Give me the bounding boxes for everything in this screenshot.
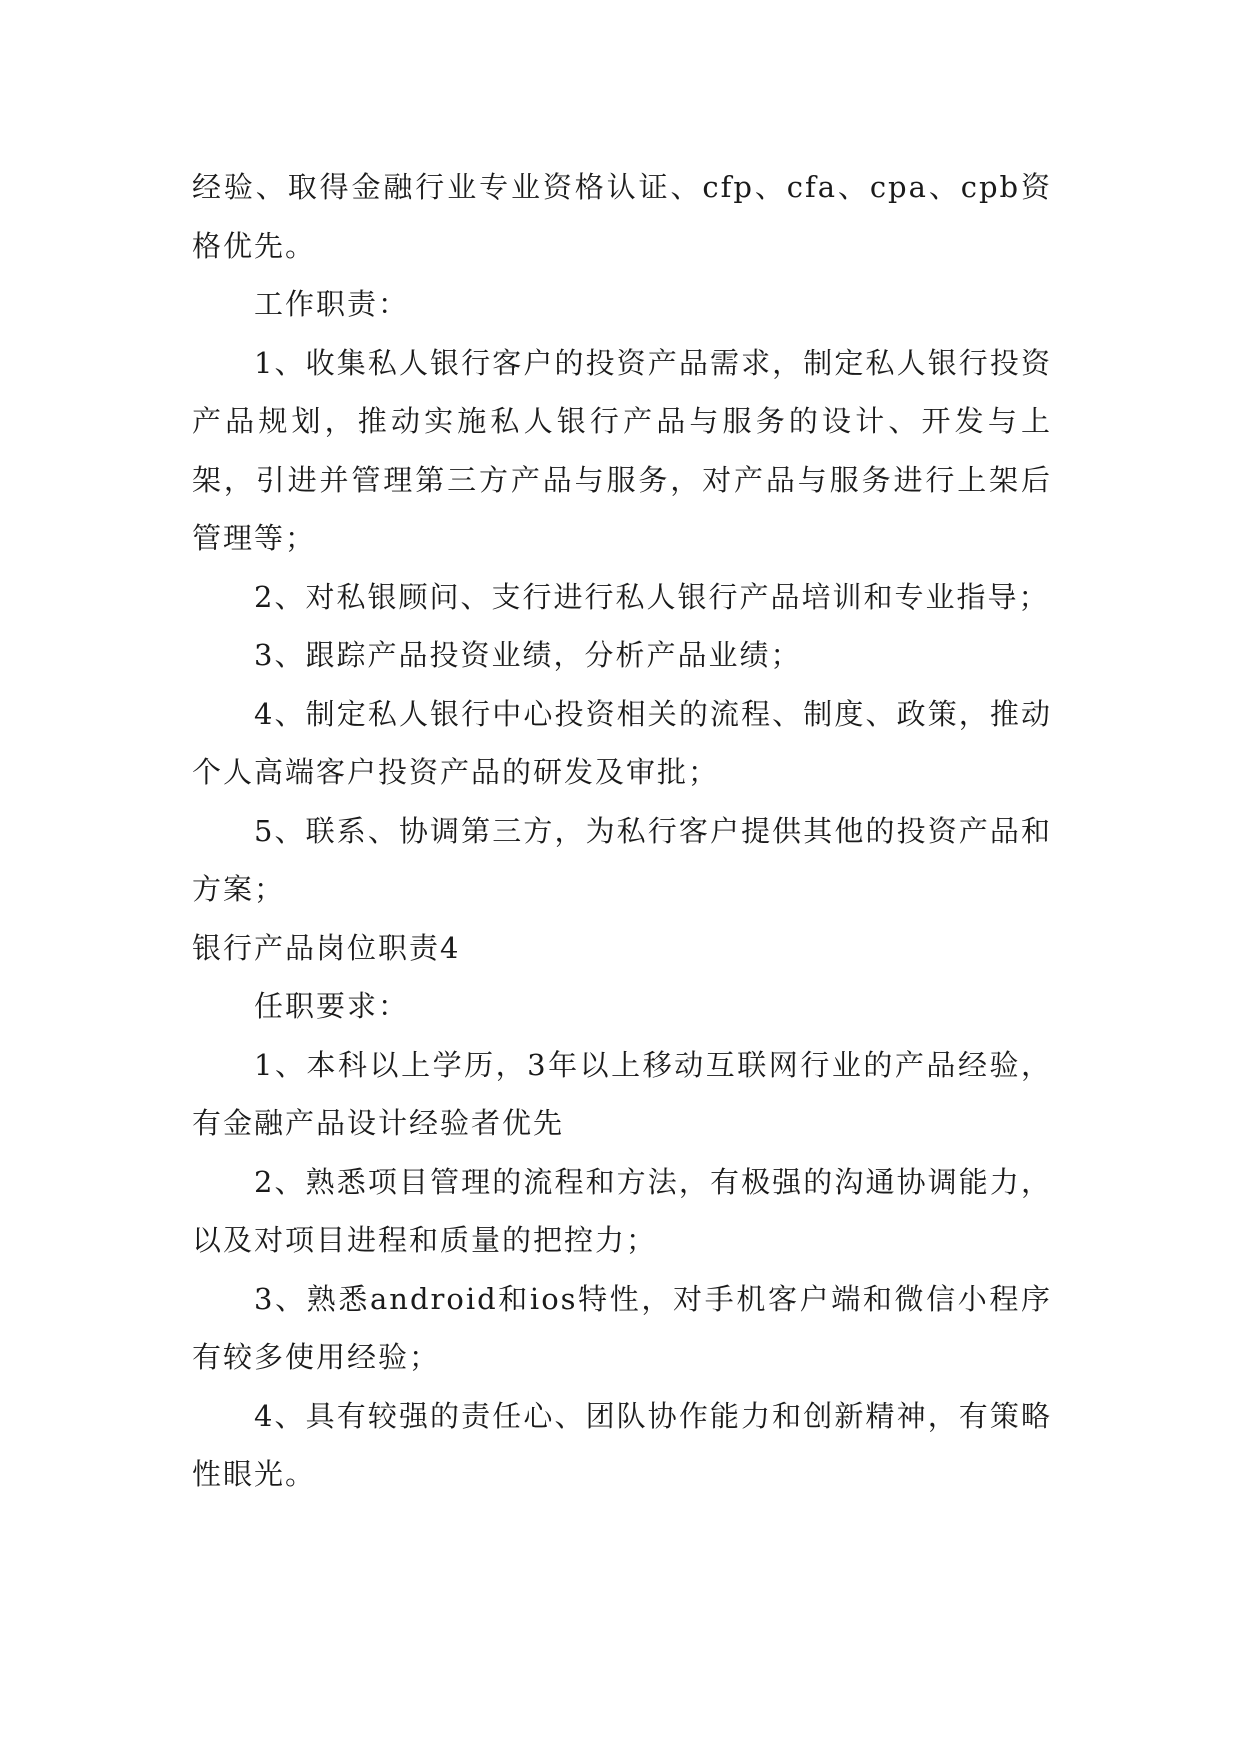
paragraph-requirement-1: 1、本科以上学历，3年以上移动互联网行业的产品经验，有金融产品设计经验者优先 bbox=[192, 1047, 1052, 1140]
paragraph-duty-1: 1、收集私人银行客户的投资产品需求，制定私人银行投资产品规划，推动实施私人银行产品与服务的设计、开发与上架，引进并管理第三方产品与服务，对产品与服务进行上架后管理等； bbox=[192, 345, 1052, 555]
paragraph-qualification-continued: 经验、取得金融行业专业资格认证、cfp、cfa、cpa、cpb资格优先。 bbox=[192, 170, 1052, 263]
paragraph-requirement-4: 4、具有较强的责任心、团队协作能力和创新精神，有策略性眼光。 bbox=[192, 1398, 1052, 1491]
paragraph-requirements-heading: 任职要求： bbox=[254, 989, 410, 1023]
paragraph-duty-4: 4、制定私人银行中心投资相关的流程、制度、政策，推动个人高端客户投资产品的研发及审批； bbox=[192, 696, 1052, 789]
paragraph-duty-2: 2、对私银顾问、支行进行私人银行产品培训和专业指导； bbox=[254, 579, 1050, 614]
paragraph-requirement-2: 2、熟悉项目管理的流程和方法，有极强的沟通协调能力，以及对项目进程和质量的把控力； bbox=[192, 1164, 1052, 1257]
document-body bbox=[192, 158, 1052, 1504]
paragraph-duty-5: 5、联系、协调第三方，为私行客户提供其他的投资产品和方案； bbox=[192, 813, 1052, 906]
paragraph-duties-heading: 工作职责： bbox=[254, 287, 410, 321]
paragraph-requirement-3: 3、熟悉android和ios特性，对手机客户端和微信小程序有较多使用经验； bbox=[192, 1281, 1052, 1374]
section-title: 银行产品岗位职责4 bbox=[192, 930, 461, 965]
paragraph-duty-3: 3、跟踪产品投资业绩，分析产品业绩； bbox=[254, 638, 802, 672]
